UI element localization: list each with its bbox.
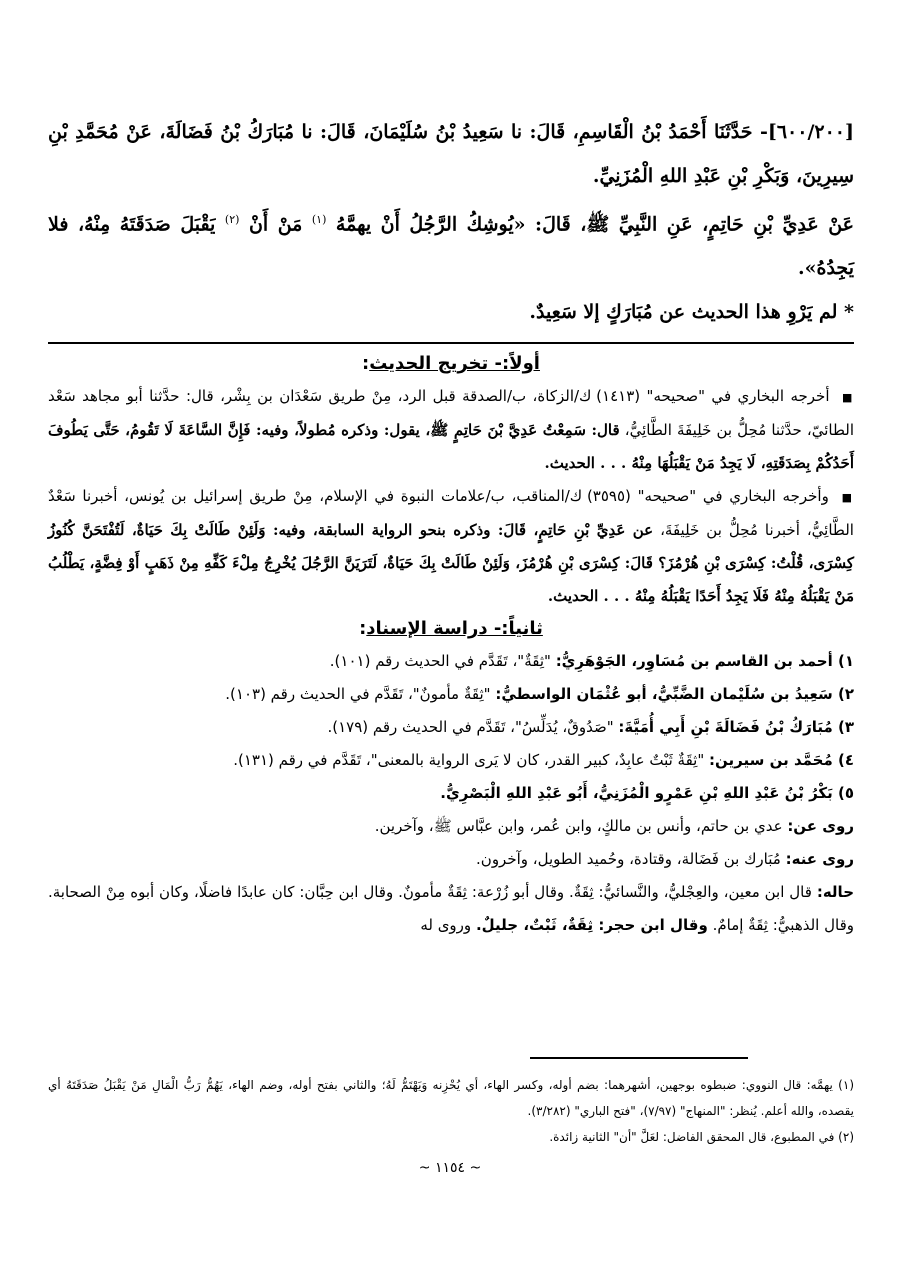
bullet-icon: ■ — [841, 491, 854, 505]
hadith-matn: عَنْ عَدِيِّ بْنِ حَاتِمٍ، عَنِ النَّبِيِّ ﷺ، قَالَ: «يُوشِكُ الرَّجُلُ أَنْ يهمَّهُ $^{(١)}$ مَنْ أَنْ $^{(٢)}$ يَقْبَلَ صَدَقَتَهُ مِنْهُ، فلا يَجِدُهُ». — [48, 213, 854, 280]
rawa-anhu: روى عنه: مُبَارك بن فَضَالة، وقتادة، وحُميد الطويل، وآخرون. — [476, 850, 854, 869]
footnote-divider — [530, 1057, 748, 1059]
hadith-block — [48, 110, 854, 334]
footnote-ref-1[interactable]: (١) — [311, 213, 327, 226]
narrator-item: ٣) مُبَارَكُ بْنُ فَضَالَةَ بْنِ أَبِي أُمَيَّةَ: "صَدُوقٌ، يُدَلِّسُ"، تَقَدَّم في الحديث رقم (١٧٩). — [327, 718, 854, 737]
footnote-2: (٢) في المطبوع، قال المحقق الفاضل: لعَلَّ "أن" الثانية زائدة. — [549, 1130, 854, 1144]
page-content — [48, 110, 854, 942]
section-divider — [48, 342, 854, 344]
bullet-icon: ■ — [841, 391, 854, 405]
takhrij-paragraph-2: ■ وأخرجه البخاري في "صحيحه" (٣٥٩٥) ك/المناقب، ب/علامات النبوة في الإسلام، مِنْ طريق إسرائيل بن يُونس، أخبرنا سَعْدٌ الطَّائِيُّ، أخبرنا مُحِلُّ بن خَلِيفَةَ، عن عَدِيِّ بْنِ حَاتِمٍ، قَالَ: وذكره بنحو الرواية السابقة، وفيه: وَلَئِنْ طَالَتْ بِكَ حَيَاةٌ، لَتُفْتَحَنَّ كُنُوزُ كِسْرَى، قُلْتُ: كِسْرَى بْنِ هُرْمُزَ؟ قَالَ: كِسْرَى بْنِ هُرْمُزَ، وَلَئِنْ طَالَتْ بِكَ حَيَاةٌ، لَتَرَيَنَّ الرَّجُلَ يُخْرِجُ مِلْءَ كَفِّهِ مِنْ ذَهَبٍ أَوْ فِضَّةٍ، يَطْلُبُ مَنْ يَقْبَلُهُ مِنْهُ فَلَا يَجِدُ أَحَدًا يَقْبَلُهُ مِنْهُ . . . الحديث. — [48, 487, 854, 606]
rawa-an: روى عن: عدي بن حاتم، وأنس بن مالكٍ، وابن عُمر، وابن عبَّاس ﷺ، وآخرين. — [374, 817, 854, 836]
narrators-list — [48, 645, 854, 810]
narrator-item: ٤) مُحَمَّد بن سيرين: "ثِقَةٌ ثَبْتٌ عابِدٌ، كبير القدر، كان لا يَرى الرواية بالمعنى"، تَقَدَّم في رقم (١٣١). — [233, 751, 854, 770]
narrator-item: ١) أحمد بن القاسم بن مُسَاوِر، الجَوْهَرِيُّ: "ثِقَةٌ"، تَقَدَّم في الحديث رقم (١٠١). — [329, 652, 854, 671]
footnote-1: (١) يهمَّه: قال النووي: ضبطوه بوجهين، أشهرهما: بضم أوله، وكسر الهاء، أي يُحْزِنه وَيَهْتَمُّ لَهُ؛ والثاني بفتح أوله، وضم الهاء، يَهُمُّ رَبُّ الْمَالِ مَنْ يَقْبَلُ صَدَقَتَهُ أي يقصده، والله أعلم. يُنظر: "المنهاج" (٧/٩٧)، "فتح الباري" (٣/٢٨٢). — [48, 1078, 854, 1118]
footnote-ref-2[interactable]: (٢) — [224, 213, 240, 226]
isnad-title: ثانياً:- دراسة الإسناد: — [359, 618, 543, 640]
hadith-note: * لم يَرْوِ هذا الحديث عن مُبَارَكٍ إلا سَعِيدٌ. — [529, 301, 854, 324]
narrator-item: ٥) بَكْرُ بْنُ عَبْدِ اللهِ بْنِ عَمْرٍو الْمُزَنِيُّ، أَبُو عَبْدِ اللهِ الْبَصْرِيُّ. — [440, 784, 854, 803]
narrator-item: ٢) سَعِيدُ بن سُلَيْمان الضَّبِّيُّ، أبو عُثْمَان الواسطيُّ: "ثِقَةٌ مأمونٌ"، تَقَدَّم في الحديث رقم (١٠٣). — [225, 685, 854, 704]
takhrij-title: أولاً:- تخريج الحديث: — [362, 353, 540, 375]
page-number: ~ ١١٥٤ ~ — [418, 1160, 482, 1176]
takhrij-paragraph-1: ■ أخرجه البخاري في "صحيحه" (١٤١٣) ك/الزكاة، ب/الصدقة قبل الرد، مِنْ طريق سَعْدَان بن بِشْر، قال: حدَّثنا أبو مجاهد سَعْد الطائيّ، حدَّثنا مُحِلُّ بن خَلِيفَةَ الطَّائِيُّ، قال: سَمِعْتُ عَدِيَّ بْنَ حَاتِمٍ ﷺ، يقول: وذكره مُطولاً، وفيه: فَإِنَّ السَّاعَةَ لَا تَقُومُ، حَتَّى يَطُوفَ أَحَدُكُمْ بِصَدَقَتِهِ، لَا يَجِدُ مَنْ يَقْبَلُهَا مِنْهُ . . . الحديث. — [48, 387, 854, 473]
hadith-chain: [٦٠٠/٢٠٠]- حَدَّثَنَا أَحْمَدُ بْنُ الْقَاسِمِ، قَالَ: نا سَعِيدُ بْنُ سُلَيْمَانَ، قَالَ: نا مُبَارَكُ بْنُ فَضَالَةَ، عَنْ مُحَمَّدِ بْنِ سِيرِينَ، وَبَكْرِ بْنِ عَبْدِ اللهِ الْمُزَنِيِّ. — [48, 121, 854, 187]
haluh: حاله: قال ابن معين، والعِجْليُّ، والنَّسائيُّ: ثِقَةٌ. وقال أبو زُرْعة: ثِقَةٌ مأمونٌ. وقال ابن حِبَّان: كان عابدًا فاضلًا، وكان أبوه مِنْ الصحابة. وقال الذهبيُّ: ثِقَةٌ إمامٌ. وقال ابن حجر: ثِقَةٌ، ثَبْتٌ، جليلٌ. وروى له — [48, 883, 854, 935]
footnotes — [48, 1072, 854, 1150]
